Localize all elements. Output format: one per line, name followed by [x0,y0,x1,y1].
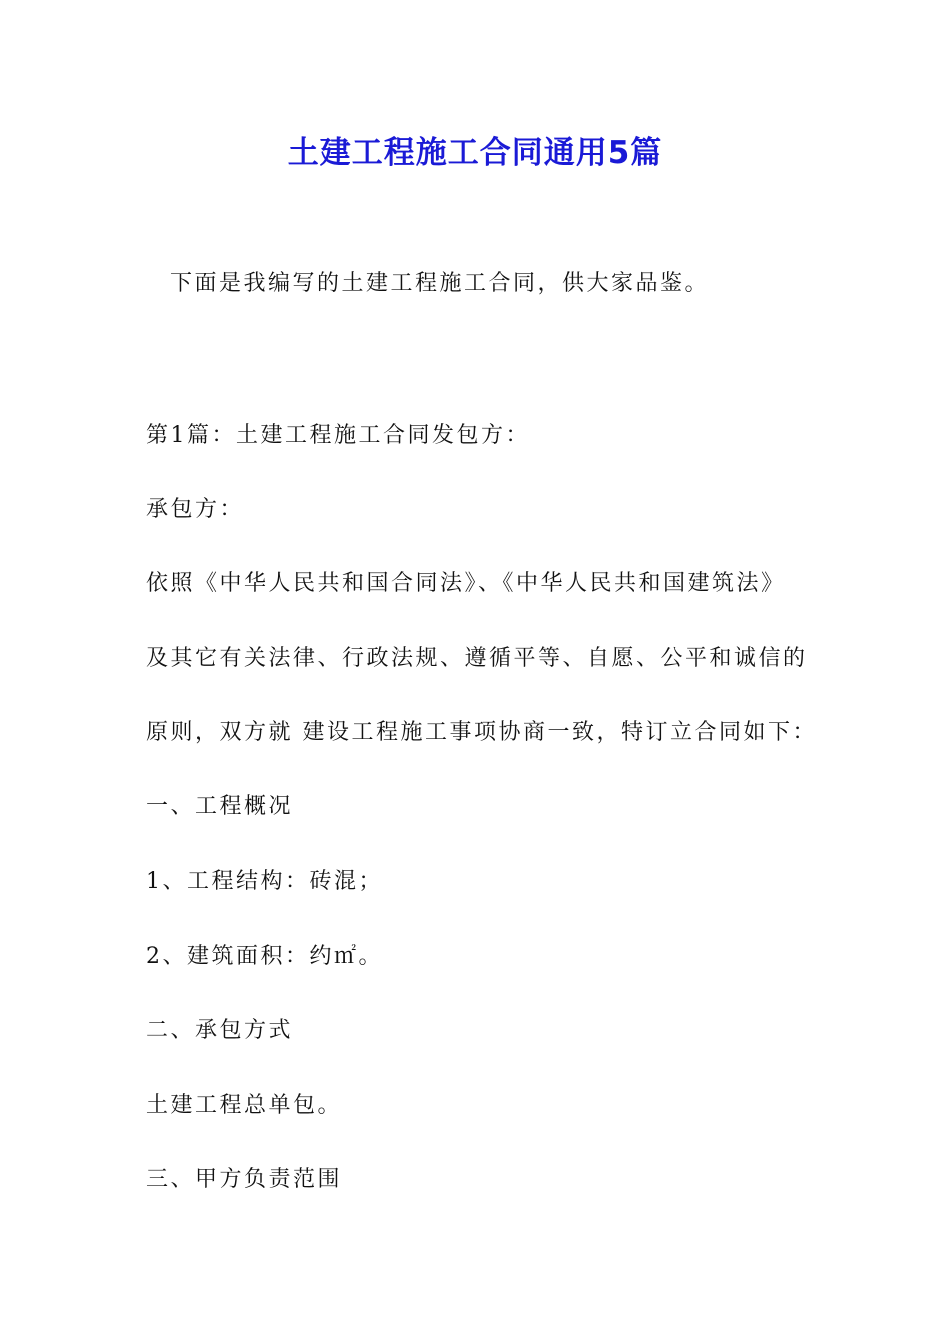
paragraph-line: 及其它有关法律、行政法规、遵循平等、自愿、公平和诚信的 [146,646,808,671]
paragraph-line: 依照《中华人民共和国合同法》、《中华人民共和国建筑法》 [146,571,786,596]
paragraph-line: 1、工程结构：砖混； [146,869,383,894]
section-heading: 二、承包方式 [146,1018,294,1043]
intro-paragraph: 下面是我编写的土建工程施工合同，供大家品鉴。 [170,271,710,296]
paragraph-line: 承包方： [146,497,245,522]
paragraph-line: 土建工程总单包。 [146,1093,343,1118]
section-heading: 一、工程概况 [146,794,294,819]
document-title: 土建工程施工合同通用5篇 [287,135,663,171]
paragraph-line: 原则，双方就 建设工程施工事项协商一致，特订立合同如下： [146,720,817,745]
section-heading: 三、甲方负责范围 [146,1167,343,1192]
paragraph-line: 第1篇：土建工程施工合同发包方： [146,423,530,448]
paragraph-line: 2、建筑面积：约㎡。 [146,944,383,969]
